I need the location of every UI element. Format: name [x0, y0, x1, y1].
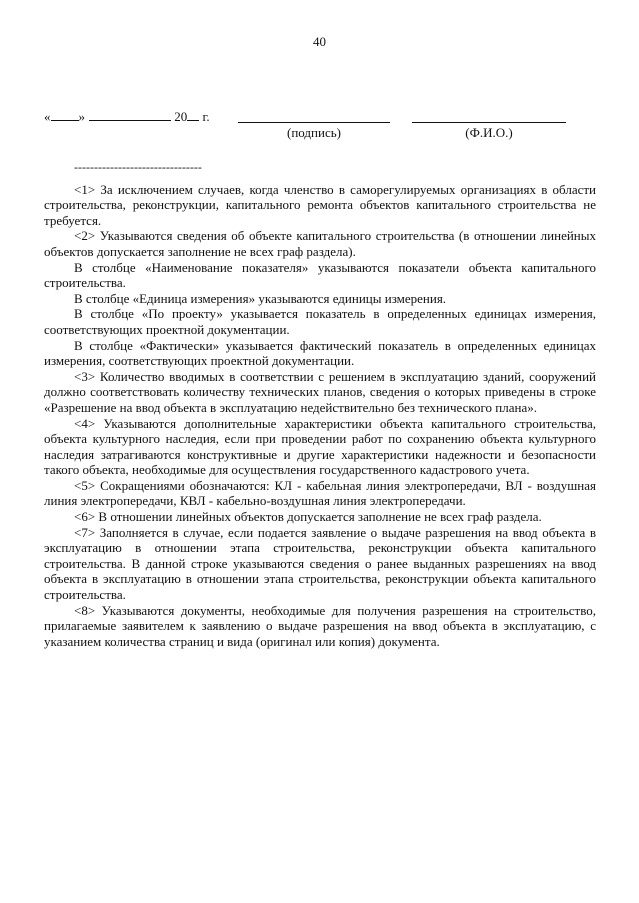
fio-caption: (Ф.И.О.): [465, 125, 513, 140]
year-prefix: 20: [174, 109, 188, 124]
footnote-4: <4> Указываются дополнительные характеристики объекта капитального строительства, объекта культурного наследия, если при проведении работ по сохранению объекта культурного наследия затрагиваются конструктивные и другие характеристики надежности и безопасности такого объекта, необходимые для осуществления государственного кадастрового учета.: [44, 415, 596, 478]
footnote-6: <6> В отношении линейных объектов допускается заполнение не всех граф раздела.: [74, 509, 542, 525]
footnote-2-column-actual: В столбце «Фактически» указывается фактический показатель в определенных единицах измерения, соответствующих проектной документации.: [44, 337, 596, 369]
day-blank: [51, 108, 79, 121]
footnote-2: <2> Указываются сведения об объекте капитального строительства (в отношении линейных объектов допускается заполнение не всех граф раздела).: [44, 228, 596, 259]
signature-caption: (подпись): [287, 125, 341, 140]
year-suffix: г.: [199, 109, 210, 124]
fio-line: [412, 122, 566, 123]
footnote-5: <5> Сокращениями обозначаются: КЛ - кабельная линия электропередачи, ВЛ - воздушная линия электропередачи, КВЛ - кабельно-воздушная линия электропередачи.: [44, 477, 596, 509]
date-close-quote: »: [78, 109, 85, 124]
footnote-1: <1> За исключением случаев, когда членство в саморегулируемых организациях в области строительства, реконструкции, капитального ремонта объектов капитального строительства не требуется.: [44, 181, 596, 228]
signature-line: [238, 122, 390, 123]
year-blank: [187, 108, 199, 121]
page-number: 40: [313, 34, 326, 49]
footnote-2-column-unit: В столбце «Единица измерения» указываются единицы измерения.: [74, 290, 447, 306]
footnote-3: <3> Количество вводимых в соответствии с решением в эксплуатацию зданий, сооружений должно соответствовать количеству технических планов, сведения о которых приведены в строке «Разрешение на ввод объекта в эксплуатацию недействительно без технического плана».: [44, 368, 596, 415]
signature-block: [44, 108, 596, 148]
footnote-separator: --------------------------------: [74, 160, 202, 174]
footnote-2-column-name: В столбце «Наименование показателя» указываются показатели объекта капитального строительства.: [44, 259, 596, 291]
footnote-7: <7> Заполняется в случае, если подается заявление о выдаче разрешения на ввод объекта в эксплуатацию в отношении этапа строительства, реконструкции объекта капитального строительства. В данной строке указываются сведения о ранее выданных разрешениях на ввод объекта в эксплуатацию в отношении этапа строительства, реконструкции объекта капитального строительства.: [44, 524, 596, 603]
footnote-2-column-project: В столбце «По проекту» указывается показатель в определенных единицах измерения, соответствующих проектной документации.: [44, 306, 596, 337]
footnote-8: <8> Указываются документы, необходимые для получения разрешения на строительство, прилагаемые заявителем к заявлению о выдаче разрешения на ввод объекта в эксплуатацию, с указанием количества страниц и вида (оригинал или копия) документа.: [44, 602, 596, 649]
date-open-quote: «: [44, 109, 51, 124]
month-blank: [89, 108, 171, 121]
footnotes: [44, 160, 596, 649]
date-field: [44, 108, 210, 125]
